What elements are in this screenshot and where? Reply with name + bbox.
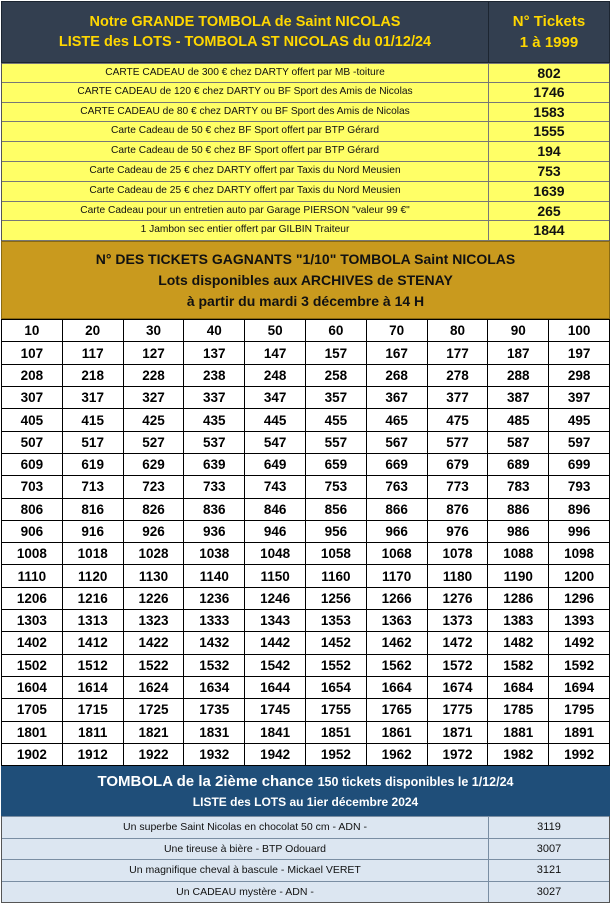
winning-ticket-cell: 609 bbox=[2, 453, 63, 475]
winning-ticket-cell: 1482 bbox=[488, 632, 549, 654]
winning-ticket-cell: 966 bbox=[366, 520, 427, 542]
prize-row bbox=[2, 202, 609, 222]
winning-ticket-cell: 1902 bbox=[2, 743, 63, 765]
winning-ticket-cell: 1512 bbox=[62, 654, 123, 676]
winning-ticket-cell: 1088 bbox=[488, 543, 549, 565]
winning-ticket-cell: 1286 bbox=[488, 587, 549, 609]
winning-ticket-cell: 1130 bbox=[123, 565, 184, 587]
prize-row bbox=[2, 162, 609, 182]
prize-label: CARTE CADEAU de 120 € chez DARTY ou BF Sport des Amis de Nicolas bbox=[2, 83, 489, 102]
winning-ticket-cell: 1942 bbox=[245, 743, 306, 765]
winning-ticket-cell: 1891 bbox=[549, 721, 610, 743]
winning-ticket-cell: 1532 bbox=[184, 654, 245, 676]
winning-tickets-row bbox=[2, 587, 610, 609]
winning-ticket-cell: 1624 bbox=[123, 676, 184, 698]
winning-ticket-cell: 1644 bbox=[245, 676, 306, 698]
winning-ticket-cell: 1472 bbox=[427, 632, 488, 654]
prize-ticket: 194 bbox=[537, 143, 561, 160]
winning-tickets-body bbox=[2, 320, 610, 766]
winning-ticket-cell: 1922 bbox=[123, 743, 184, 765]
second-chance-prize-list bbox=[1, 816, 610, 903]
second-chance-title-line bbox=[97, 771, 513, 793]
winning-ticket-cell: 537 bbox=[184, 431, 245, 453]
winning-ticket-cell: 557 bbox=[305, 431, 366, 453]
winning-ticket-cell: 619 bbox=[62, 453, 123, 475]
winning-ticket-cell: 1140 bbox=[184, 565, 245, 587]
prize-row bbox=[2, 103, 609, 123]
winning-ticket-cell: 1684 bbox=[488, 676, 549, 698]
winning-ticket-cell: 1654 bbox=[305, 676, 366, 698]
winning-tickets-banner bbox=[1, 241, 610, 319]
second-chance-ticket: 3119 bbox=[537, 821, 561, 834]
winning-ticket-cell: 1725 bbox=[123, 699, 184, 721]
winning-ticket-cell: 856 bbox=[305, 498, 366, 520]
second-chance-title: TOMBOLA de la 2ième chance bbox=[97, 773, 314, 791]
winning-tickets-row bbox=[2, 320, 610, 342]
winning-ticket-cell: 1634 bbox=[184, 676, 245, 698]
winning-ticket-cell: 1383 bbox=[488, 610, 549, 632]
winning-ticket-cell: 1038 bbox=[184, 543, 245, 565]
prize-ticket: 753 bbox=[537, 162, 561, 179]
winning-ticket-cell: 936 bbox=[184, 520, 245, 542]
winning-ticket-cell: 80 bbox=[427, 320, 488, 342]
prize-row bbox=[2, 182, 609, 202]
winning-ticket-cell: 1432 bbox=[184, 632, 245, 654]
winning-ticket-cell: 1614 bbox=[62, 676, 123, 698]
winning-ticket-cell: 1932 bbox=[184, 743, 245, 765]
winning-ticket-cell: 10 bbox=[2, 320, 63, 342]
winning-ticket-cell: 60 bbox=[305, 320, 366, 342]
winning-ticket-cell: 783 bbox=[488, 476, 549, 498]
winning-ticket-cell: 485 bbox=[488, 409, 549, 431]
winning-ticket-cell: 986 bbox=[488, 520, 549, 542]
winning-ticket-cell: 228 bbox=[123, 364, 184, 386]
winning-ticket-cell: 1831 bbox=[184, 721, 245, 743]
winning-ticket-cell: 187 bbox=[488, 342, 549, 364]
prize-label: Carte Cadeau de 50 € chez BF Sport offert par BTP Gérard bbox=[2, 122, 489, 141]
winning-ticket-cell: 1664 bbox=[366, 676, 427, 698]
banner-line2: Lots disponibles aux ARCHIVES de STENAY bbox=[158, 271, 453, 288]
winning-tickets-row bbox=[2, 342, 610, 364]
winning-ticket-cell: 763 bbox=[366, 476, 427, 498]
winning-ticket-cell: 100 bbox=[549, 320, 610, 342]
winning-ticket-cell: 445 bbox=[245, 409, 306, 431]
winning-tickets-row bbox=[2, 699, 610, 721]
winning-ticket-cell: 197 bbox=[549, 342, 610, 364]
winning-ticket-cell: 1266 bbox=[366, 587, 427, 609]
winning-ticket-cell: 679 bbox=[427, 453, 488, 475]
header-title-line1: Notre GRANDE TOMBOLA de Saint NICOLAS bbox=[89, 14, 401, 30]
second-chance-label: Un magnifique cheval à bascule - Mickael VERET bbox=[2, 860, 489, 881]
winning-ticket-cell: 723 bbox=[123, 476, 184, 498]
header-tickets-line2: 1 à 1999 bbox=[519, 34, 579, 51]
winning-ticket-cell: 157 bbox=[305, 342, 366, 364]
winning-ticket-cell: 1313 bbox=[62, 610, 123, 632]
winning-ticket-cell: 258 bbox=[305, 364, 366, 386]
winning-ticket-cell: 298 bbox=[549, 364, 610, 386]
winning-ticket-cell: 1412 bbox=[62, 632, 123, 654]
winning-ticket-cell: 1694 bbox=[549, 676, 610, 698]
winning-ticket-cell: 1160 bbox=[305, 565, 366, 587]
winning-tickets-row bbox=[2, 543, 610, 565]
winning-ticket-cell: 1861 bbox=[366, 721, 427, 743]
winning-ticket-cell: 147 bbox=[245, 342, 306, 364]
winning-ticket-cell: 177 bbox=[427, 342, 488, 364]
winning-ticket-cell: 397 bbox=[549, 387, 610, 409]
winning-tickets-row bbox=[2, 409, 610, 431]
winning-ticket-cell: 629 bbox=[123, 453, 184, 475]
winning-ticket-cell: 1765 bbox=[366, 699, 427, 721]
second-chance-list-title: LISTE des LOTS au 1ier décembre 2024 bbox=[192, 795, 419, 810]
winning-ticket-cell: 475 bbox=[427, 409, 488, 431]
winning-ticket-cell: 405 bbox=[2, 409, 63, 431]
winning-ticket-cell: 1058 bbox=[305, 543, 366, 565]
winning-ticket-cell: 1674 bbox=[427, 676, 488, 698]
winning-ticket-cell: 367 bbox=[366, 387, 427, 409]
winning-tickets-row bbox=[2, 721, 610, 743]
winning-ticket-cell: 465 bbox=[366, 409, 427, 431]
winning-ticket-cell: 137 bbox=[184, 342, 245, 364]
prize-row bbox=[2, 221, 609, 241]
second-chance-row bbox=[2, 881, 609, 903]
winning-ticket-cell: 733 bbox=[184, 476, 245, 498]
winning-ticket-cell: 1373 bbox=[427, 610, 488, 632]
winning-ticket-cell: 30 bbox=[123, 320, 184, 342]
winning-ticket-cell: 1296 bbox=[549, 587, 610, 609]
winning-ticket-cell: 1028 bbox=[123, 543, 184, 565]
winning-ticket-cell: 1492 bbox=[549, 632, 610, 654]
winning-tickets-row bbox=[2, 431, 610, 453]
winning-ticket-cell: 1008 bbox=[2, 543, 63, 565]
winning-ticket-cell: 1982 bbox=[488, 743, 549, 765]
second-chance-ticket: 3027 bbox=[536, 885, 562, 898]
winning-ticket-cell: 1592 bbox=[549, 654, 610, 676]
winning-ticket-cell: 816 bbox=[62, 498, 123, 520]
winning-ticket-cell: 208 bbox=[2, 364, 63, 386]
winning-ticket-cell: 906 bbox=[2, 520, 63, 542]
winning-tickets-row bbox=[2, 476, 610, 498]
second-chance-subtitle: 150 tickets disponibles le 1/12/24 bbox=[317, 775, 514, 790]
winning-ticket-cell: 1190 bbox=[488, 565, 549, 587]
prize-label: Carte Cadeau de 25 € chez DARTY offert par Taxis du Nord Meusien bbox=[2, 182, 489, 201]
winning-tickets-row bbox=[2, 676, 610, 698]
winning-ticket-cell: 1811 bbox=[62, 721, 123, 743]
winning-ticket-cell: 495 bbox=[549, 409, 610, 431]
prize-label: CARTE CADEAU de 80 € chez DARTY ou BF Sport des Amis de Nicolas bbox=[2, 103, 489, 122]
winning-ticket-cell: 107 bbox=[2, 342, 63, 364]
header-tickets-line1: N° Tickets bbox=[512, 13, 586, 30]
second-chance-row bbox=[2, 816, 609, 838]
prize-label: CARTE CADEAU de 300 € chez DARTY offert par MB -toiture bbox=[2, 64, 489, 82]
winning-ticket-cell: 1552 bbox=[305, 654, 366, 676]
winning-ticket-cell: 649 bbox=[245, 453, 306, 475]
winning-ticket-cell: 127 bbox=[123, 342, 184, 364]
prize-label: 1 Jambon sec entier offert par GILBIN Traiteur bbox=[2, 221, 489, 240]
prize-ticket: 265 bbox=[537, 202, 561, 219]
winning-ticket-cell: 669 bbox=[366, 453, 427, 475]
winning-ticket-cell: 1562 bbox=[366, 654, 427, 676]
winning-ticket-cell: 117 bbox=[62, 342, 123, 364]
winning-ticket-cell: 1992 bbox=[549, 743, 610, 765]
prize-ticket: 1555 bbox=[533, 123, 565, 140]
winning-ticket-cell: 327 bbox=[123, 387, 184, 409]
winning-ticket-cell: 1462 bbox=[366, 632, 427, 654]
winning-ticket-cell: 1912 bbox=[62, 743, 123, 765]
winning-ticket-cell: 1402 bbox=[2, 632, 63, 654]
winning-ticket-cell: 317 bbox=[62, 387, 123, 409]
winning-ticket-cell: 1502 bbox=[2, 654, 63, 676]
winning-ticket-cell: 1962 bbox=[366, 743, 427, 765]
winning-tickets-row bbox=[2, 498, 610, 520]
winning-tickets-row bbox=[2, 610, 610, 632]
second-chance-label: Un CADEAU mystère - ADN - bbox=[2, 882, 489, 903]
winning-ticket-cell: 507 bbox=[2, 431, 63, 453]
winning-ticket-cell: 357 bbox=[305, 387, 366, 409]
winning-ticket-cell: 1715 bbox=[62, 699, 123, 721]
winning-ticket-cell: 1206 bbox=[2, 587, 63, 609]
winning-ticket-cell: 1343 bbox=[245, 610, 306, 632]
winning-ticket-cell: 806 bbox=[2, 498, 63, 520]
winning-tickets-row bbox=[2, 654, 610, 676]
winning-tickets-row bbox=[2, 520, 610, 542]
winning-ticket-cell: 415 bbox=[62, 409, 123, 431]
winning-tickets-row bbox=[2, 453, 610, 475]
prize-label: Carte Cadeau de 50 € chez BF Sport offert par BTP Gérard bbox=[2, 142, 489, 161]
second-chance-row bbox=[2, 838, 609, 860]
winning-ticket-cell: 1200 bbox=[549, 565, 610, 587]
winning-ticket-cell: 1422 bbox=[123, 632, 184, 654]
winning-ticket-cell: 218 bbox=[62, 364, 123, 386]
winning-ticket-cell: 916 bbox=[62, 520, 123, 542]
winning-ticket-cell: 1522 bbox=[123, 654, 184, 676]
winning-ticket-cell: 377 bbox=[427, 387, 488, 409]
winning-ticket-cell: 1170 bbox=[366, 565, 427, 587]
winning-ticket-cell: 547 bbox=[245, 431, 306, 453]
winning-ticket-cell: 587 bbox=[488, 431, 549, 453]
prize-row bbox=[2, 63, 609, 83]
prize-label: Carte Cadeau de 25 € chez DARTY offert par Taxis du Nord Meusien bbox=[2, 162, 489, 181]
winning-ticket-cell: 836 bbox=[184, 498, 245, 520]
winning-ticket-cell: 1018 bbox=[62, 543, 123, 565]
winning-ticket-cell: 1276 bbox=[427, 587, 488, 609]
winning-ticket-cell: 659 bbox=[305, 453, 366, 475]
winning-ticket-cell: 1582 bbox=[488, 654, 549, 676]
winning-ticket-cell: 713 bbox=[62, 476, 123, 498]
winning-ticket-cell: 1452 bbox=[305, 632, 366, 654]
second-chance-label: Un superbe Saint Nicolas en chocolat 50 cm - ADN - bbox=[2, 817, 489, 838]
winning-ticket-cell: 278 bbox=[427, 364, 488, 386]
winning-ticket-cell: 946 bbox=[245, 520, 306, 542]
winning-ticket-cell: 1098 bbox=[549, 543, 610, 565]
prize-label: Carte Cadeau pour un entretien auto par Garage PIERSON "valeur 99 €" bbox=[2, 202, 489, 221]
winning-tickets-row bbox=[2, 364, 610, 386]
prize-list bbox=[1, 63, 610, 241]
winning-ticket-cell: 1604 bbox=[2, 676, 63, 698]
winning-ticket-cell: 866 bbox=[366, 498, 427, 520]
winning-ticket-cell: 50 bbox=[245, 320, 306, 342]
winning-ticket-cell: 40 bbox=[184, 320, 245, 342]
winning-ticket-cell: 455 bbox=[305, 409, 366, 431]
winning-ticket-cell: 1236 bbox=[184, 587, 245, 609]
winning-tickets-row bbox=[2, 743, 610, 765]
winning-ticket-cell: 1821 bbox=[123, 721, 184, 743]
winning-ticket-cell: 773 bbox=[427, 476, 488, 498]
prize-ticket: 1639 bbox=[533, 182, 565, 199]
winning-ticket-cell: 435 bbox=[184, 409, 245, 431]
winning-ticket-cell: 1972 bbox=[427, 743, 488, 765]
winning-ticket-cell: 288 bbox=[488, 364, 549, 386]
winning-ticket-cell: 597 bbox=[549, 431, 610, 453]
winning-ticket-cell: 1705 bbox=[2, 699, 63, 721]
winning-ticket-cell: 926 bbox=[123, 520, 184, 542]
winning-ticket-cell: 577 bbox=[427, 431, 488, 453]
banner-line1: N° DES TICKETS GAGNANTS "1/10" TOMBOLA Saint NICOLAS bbox=[95, 250, 516, 267]
winning-ticket-cell: 1755 bbox=[305, 699, 366, 721]
winning-ticket-cell: 876 bbox=[427, 498, 488, 520]
winning-ticket-cell: 337 bbox=[184, 387, 245, 409]
winning-ticket-cell: 1048 bbox=[245, 543, 306, 565]
winning-ticket-cell: 1785 bbox=[488, 699, 549, 721]
winning-ticket-cell: 1333 bbox=[184, 610, 245, 632]
header-title-block bbox=[2, 2, 489, 62]
winning-ticket-cell: 639 bbox=[184, 453, 245, 475]
winning-ticket-cell: 70 bbox=[366, 320, 427, 342]
winning-ticket-cell: 1150 bbox=[245, 565, 306, 587]
winning-ticket-cell: 1216 bbox=[62, 587, 123, 609]
prize-row bbox=[2, 142, 609, 162]
prize-ticket: 1844 bbox=[533, 222, 565, 239]
winning-ticket-cell: 387 bbox=[488, 387, 549, 409]
winning-tickets-row bbox=[2, 632, 610, 654]
winning-ticket-cell: 1542 bbox=[245, 654, 306, 676]
winning-ticket-cell: 1068 bbox=[366, 543, 427, 565]
winning-ticket-cell: 1110 bbox=[2, 565, 63, 587]
winning-ticket-cell: 1801 bbox=[2, 721, 63, 743]
winning-ticket-cell: 689 bbox=[488, 453, 549, 475]
winning-ticket-cell: 1442 bbox=[245, 632, 306, 654]
winning-ticket-cell: 1881 bbox=[488, 721, 549, 743]
winning-ticket-cell: 1180 bbox=[427, 565, 488, 587]
winning-ticket-cell: 527 bbox=[123, 431, 184, 453]
winning-ticket-cell: 1256 bbox=[305, 587, 366, 609]
winning-ticket-cell: 167 bbox=[366, 342, 427, 364]
winning-ticket-cell: 1572 bbox=[427, 654, 488, 676]
winning-tickets-row bbox=[2, 565, 610, 587]
winning-ticket-cell: 1246 bbox=[245, 587, 306, 609]
winning-ticket-cell: 826 bbox=[123, 498, 184, 520]
winning-ticket-cell: 20 bbox=[62, 320, 123, 342]
winning-ticket-cell: 248 bbox=[245, 364, 306, 386]
winning-ticket-cell: 1775 bbox=[427, 699, 488, 721]
prize-row bbox=[2, 122, 609, 142]
winning-ticket-cell: 347 bbox=[245, 387, 306, 409]
winning-ticket-cell: 996 bbox=[549, 520, 610, 542]
winning-ticket-cell: 1363 bbox=[366, 610, 427, 632]
winning-ticket-cell: 1851 bbox=[305, 721, 366, 743]
winning-ticket-cell: 1323 bbox=[123, 610, 184, 632]
winning-tickets-row bbox=[2, 387, 610, 409]
winning-ticket-cell: 1120 bbox=[62, 565, 123, 587]
winning-ticket-cell: 1952 bbox=[305, 743, 366, 765]
winning-ticket-cell: 1735 bbox=[184, 699, 245, 721]
second-chance-header bbox=[1, 766, 610, 816]
winning-ticket-cell: 896 bbox=[549, 498, 610, 520]
winning-ticket-cell: 1393 bbox=[549, 610, 610, 632]
winning-ticket-cell: 753 bbox=[305, 476, 366, 498]
prize-row bbox=[2, 83, 609, 103]
prize-ticket: 1583 bbox=[533, 103, 565, 120]
winning-tickets-table bbox=[1, 319, 610, 766]
winning-ticket-cell: 238 bbox=[184, 364, 245, 386]
winning-ticket-cell: 1303 bbox=[2, 610, 63, 632]
winning-ticket-cell: 1871 bbox=[427, 721, 488, 743]
winning-ticket-cell: 956 bbox=[305, 520, 366, 542]
winning-ticket-cell: 1226 bbox=[123, 587, 184, 609]
winning-ticket-cell: 846 bbox=[245, 498, 306, 520]
winning-ticket-cell: 517 bbox=[62, 431, 123, 453]
header-title-line2: LISTE des LOTS - TOMBOLA ST NICOLAS du 01/12/24 bbox=[58, 34, 432, 50]
winning-ticket-cell: 307 bbox=[2, 387, 63, 409]
winning-ticket-cell: 268 bbox=[366, 364, 427, 386]
winning-ticket-cell: 1841 bbox=[245, 721, 306, 743]
tombola-sheet bbox=[1, 1, 610, 897]
winning-ticket-cell: 1795 bbox=[549, 699, 610, 721]
winning-ticket-cell: 743 bbox=[245, 476, 306, 498]
second-chance-ticket: 3121 bbox=[536, 864, 562, 877]
winning-ticket-cell: 90 bbox=[488, 320, 549, 342]
winning-ticket-cell: 425 bbox=[123, 409, 184, 431]
second-chance-ticket: 3007 bbox=[536, 842, 562, 855]
winning-ticket-cell: 1745 bbox=[245, 699, 306, 721]
prize-ticket: 802 bbox=[537, 65, 561, 81]
header bbox=[1, 1, 610, 63]
second-chance-label: Une tireuse à bière - BTP Odouard bbox=[2, 839, 489, 860]
winning-ticket-cell: 976 bbox=[427, 520, 488, 542]
winning-ticket-cell: 886 bbox=[488, 498, 549, 520]
second-chance-row bbox=[2, 859, 609, 881]
header-tickets-block bbox=[489, 2, 609, 62]
winning-ticket-cell: 793 bbox=[549, 476, 610, 498]
winning-ticket-cell: 699 bbox=[549, 453, 610, 475]
winning-ticket-cell: 1078 bbox=[427, 543, 488, 565]
winning-ticket-cell: 567 bbox=[366, 431, 427, 453]
winning-ticket-cell: 1353 bbox=[305, 610, 366, 632]
prize-ticket: 1746 bbox=[533, 83, 565, 100]
winning-ticket-cell: 703 bbox=[2, 476, 63, 498]
banner-line3: à partir du mardi 3 décembre à 14 H bbox=[186, 292, 425, 309]
